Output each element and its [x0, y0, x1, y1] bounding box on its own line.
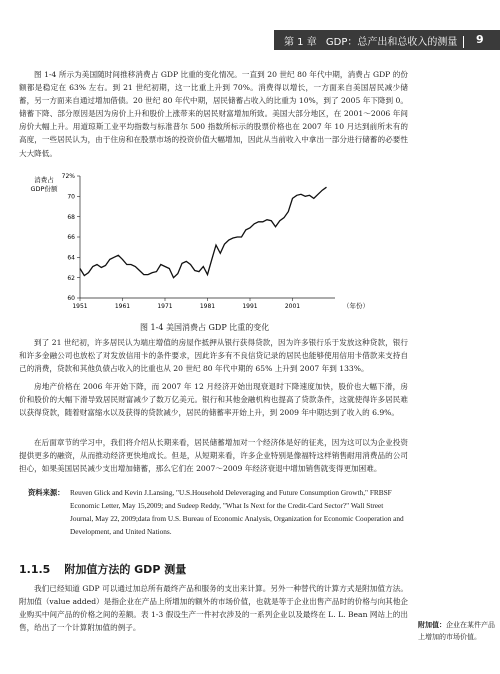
- section-title: 附加值方法的 GDP 测量: [64, 563, 187, 576]
- x-tick-label: 2001: [284, 303, 301, 310]
- x-tick-label: 1991: [242, 303, 258, 310]
- header-running-title: [284, 33, 470, 48]
- chapter-title: GDP：总产出和总收入的测量: [325, 37, 458, 48]
- consumption-share-line: [80, 187, 327, 278]
- x-tick-label: 1951: [72, 303, 88, 310]
- page-number: 9: [476, 33, 484, 46]
- y-tick-label: 64: [67, 254, 75, 262]
- paragraph-credit: 到了 21 世纪初，许多居民认为端庄增值的房屋作抵押从银行获得贷款，因为许多银行乐于发放这种贷款，银行和许多金融公司也放松了对发放信用卡的条件要求，因此许多有不良信贷记录的居民也能够使用信用卡借款来支持自己的消费，贷款和其他负债占收入的比重也从 20 世纪 80 年代中期的 65% 上升到 2007 年到 133%。: [19, 338, 408, 374]
- paragraph-intro: 图 1-4 所示为美国随时间推移消费占 GDP 比重的变化情况。一直到 20 世纪 80 年代中期，消费占 GDP 的份额都是稳定在 63% 左右。到 21 世纪初期，这一比重上升到 70%。消费得以增长，一方面来自美国居民减少储蓄，另一方面来自通过增加借债。20 世纪 80 年代中期，居民储蓄占收入的比重为 10%，到了 2005 年下降到 0。储蓄下降、部分原因是因为房价上升和股价上涨带来的居民财富增加所致。美国大部分地区，在 2001～2006 年间房价大幅上升。用道琼斯工业平均指数与标准普尔 500 指数所标示的股票价格也在 2007 年 10 月达到前所未有的高度，一些居民认为，由于住房和在股票市场的投资价值大幅增加，因此从当前收入中拿出一部分进行储蓄的必要性大大降低。: [19, 70, 408, 158]
- x-tick-label: 1961: [114, 303, 131, 310]
- paragraph-outlook: 在后面章节的学习中，我们将介绍从长期来看，居民储蓄增加对一个经济体是好的征兆，因为这可以为企业投资提供更多的融资，从而推动经济更快地成长。但是，从短期来看，许多企业特别是像福特这样销售耐用消费品的公司担心，如果美国居民减少支出增加储蓄，那么它们在 2007～2009 年经济衰退中增加销售就变得更加困难。: [19, 438, 408, 474]
- y-axis-label-line2: GDP份额: [30, 185, 58, 193]
- page-header: [0, 0, 500, 46]
- section-heading: [19, 561, 186, 577]
- y-tick-label: 60: [67, 295, 75, 303]
- section-number: 1.1.5: [19, 563, 51, 576]
- margin-definition: [418, 619, 498, 643]
- y-tick-label: 62: [67, 274, 75, 282]
- reference-text: Reuven Glick and Kevin J.Lansing, "U.S.Household Deleveraging and Future Consumption Growth," FRBSF Economic Letter, May 15,2009; and Sudeep Reddy, "What Is Next for the Credit-Card Sector?" Wall Street Journal, May 22, 2009;data from U.S. Bureau of Economic Analysis, Organization for Economic Cooperation and Development, and United Nations.: [70, 488, 404, 536]
- y-tick-label: 70: [67, 193, 75, 201]
- y-tick-label: 66: [67, 234, 75, 242]
- y-tick-label: 72%: [61, 173, 75, 181]
- margin-definition-text: 企业在某件产品上增加的市场价值。: [418, 621, 495, 641]
- consumption-share-chart: [0, 170, 420, 318]
- x-tick-label: 1971: [157, 303, 173, 310]
- header-divider: [463, 36, 464, 48]
- y-axis-label-line1: 消费占: [34, 176, 54, 184]
- y-tick-label: 68: [67, 213, 75, 221]
- source-reference: [28, 486, 408, 538]
- margin-term: 附加值：: [418, 620, 446, 629]
- chapter-label: 第 1 章: [284, 37, 317, 48]
- paragraph-value-added: 我们已经知道 GDP 可以通过加总所有最终产品和服务的支出来计算。另外一种替代的计算方式是附加值方法。附加值（value added）是指企业在产品上所增加的额外的市场价值，也就是等于企业出售产品时的价格与向其他企业购买中间产品的价格之间的差额。表 1-3 假设生产一件衬衣涉及的一系列企业以及最终在 L. L. Bean 网站上的出售，给出了一个计算附加值的例子。: [19, 584, 408, 633]
- x-axis-label: （年份）: [343, 302, 369, 310]
- reference-label: 资料来源：: [28, 488, 65, 497]
- x-tick-label: 1981: [199, 303, 216, 310]
- paragraph-decline: 房地产价格在 2006 年开始下降，而 2007 年 12 月经济开始出现衰退时下降速度加快，股价也大幅下滑，房价和股价的大幅下滑导致居民财富减少了数万亿美元。银行和其他金融机构也提高了贷款条件，这就使得许多居民难以获得贷款，随着财富缩水以及获得的贷款减少，居民的储蓄率开始上升，到 2009 年中期达到了收入的 6.9%。: [19, 382, 408, 418]
- figure-caption: 图 1-4 美国消费占 GDP 比重的变化: [140, 323, 270, 332]
